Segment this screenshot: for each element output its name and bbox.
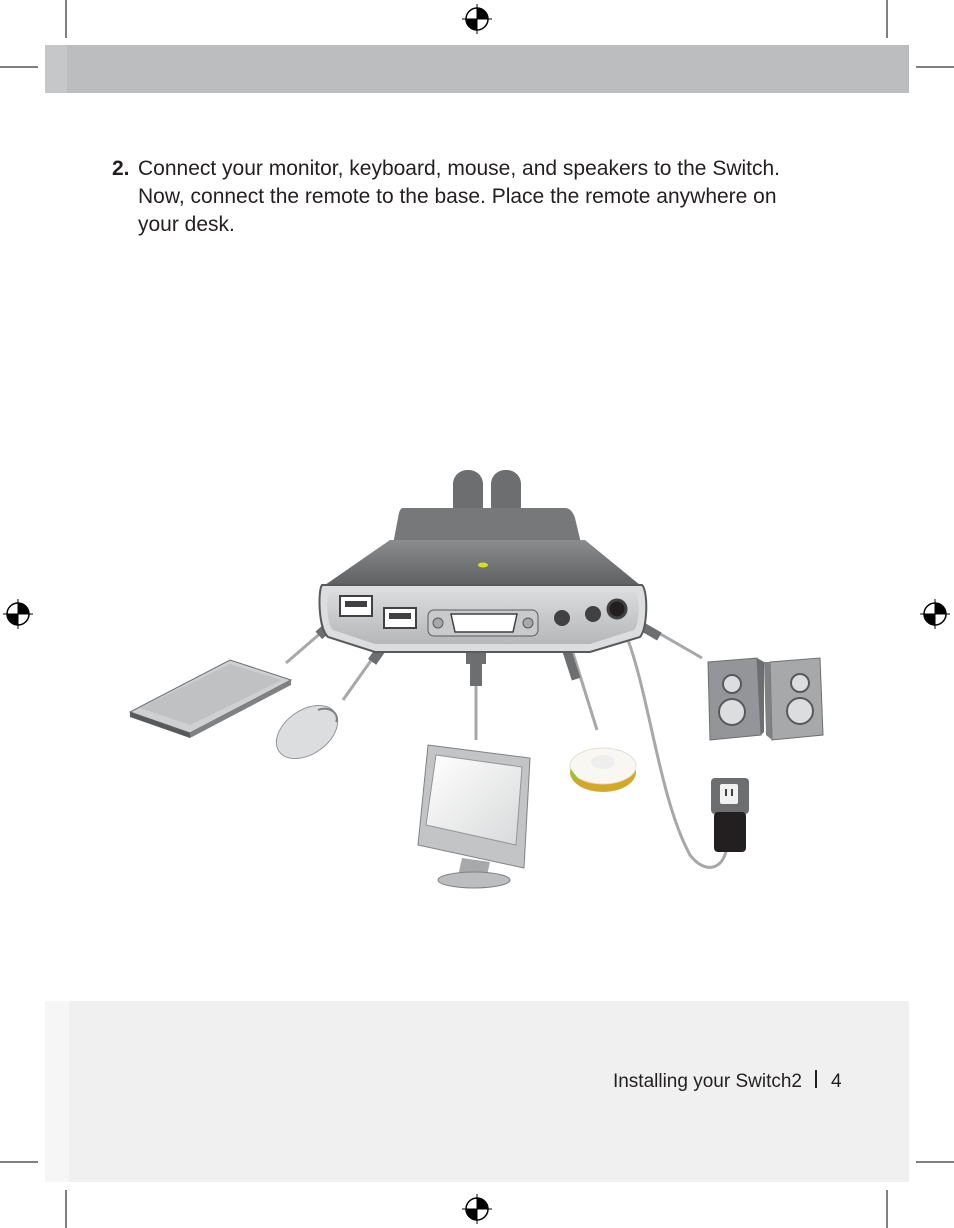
mouse-icon — [267, 694, 348, 769]
registration-mark-icon — [3, 599, 33, 629]
speakers-icon — [708, 658, 823, 740]
connection-illustration — [120, 460, 840, 900]
monitor-icon — [418, 745, 530, 888]
registration-mark-icon — [462, 4, 492, 34]
footer-separator — [815, 1070, 817, 1088]
registration-mark-icon — [920, 599, 950, 629]
page-number: 4 — [831, 1071, 842, 1092]
remote-cable — [572, 650, 597, 730]
step-number: 2. — [112, 157, 130, 180]
keyboard-icon — [130, 660, 291, 738]
power-adapter-icon — [711, 778, 749, 852]
step-text: Connect your monitor, keyboard, mouse, and speakers to the Switch. Now, connect the remote to the base. Place the remote anywhere on your desk. — [138, 157, 781, 236]
registration-mark-icon — [462, 1194, 492, 1224]
remote-icon — [570, 748, 636, 792]
kvm-switch-base — [320, 470, 647, 652]
footer-section-title: Installing your Switch2 — [612, 1071, 802, 1092]
